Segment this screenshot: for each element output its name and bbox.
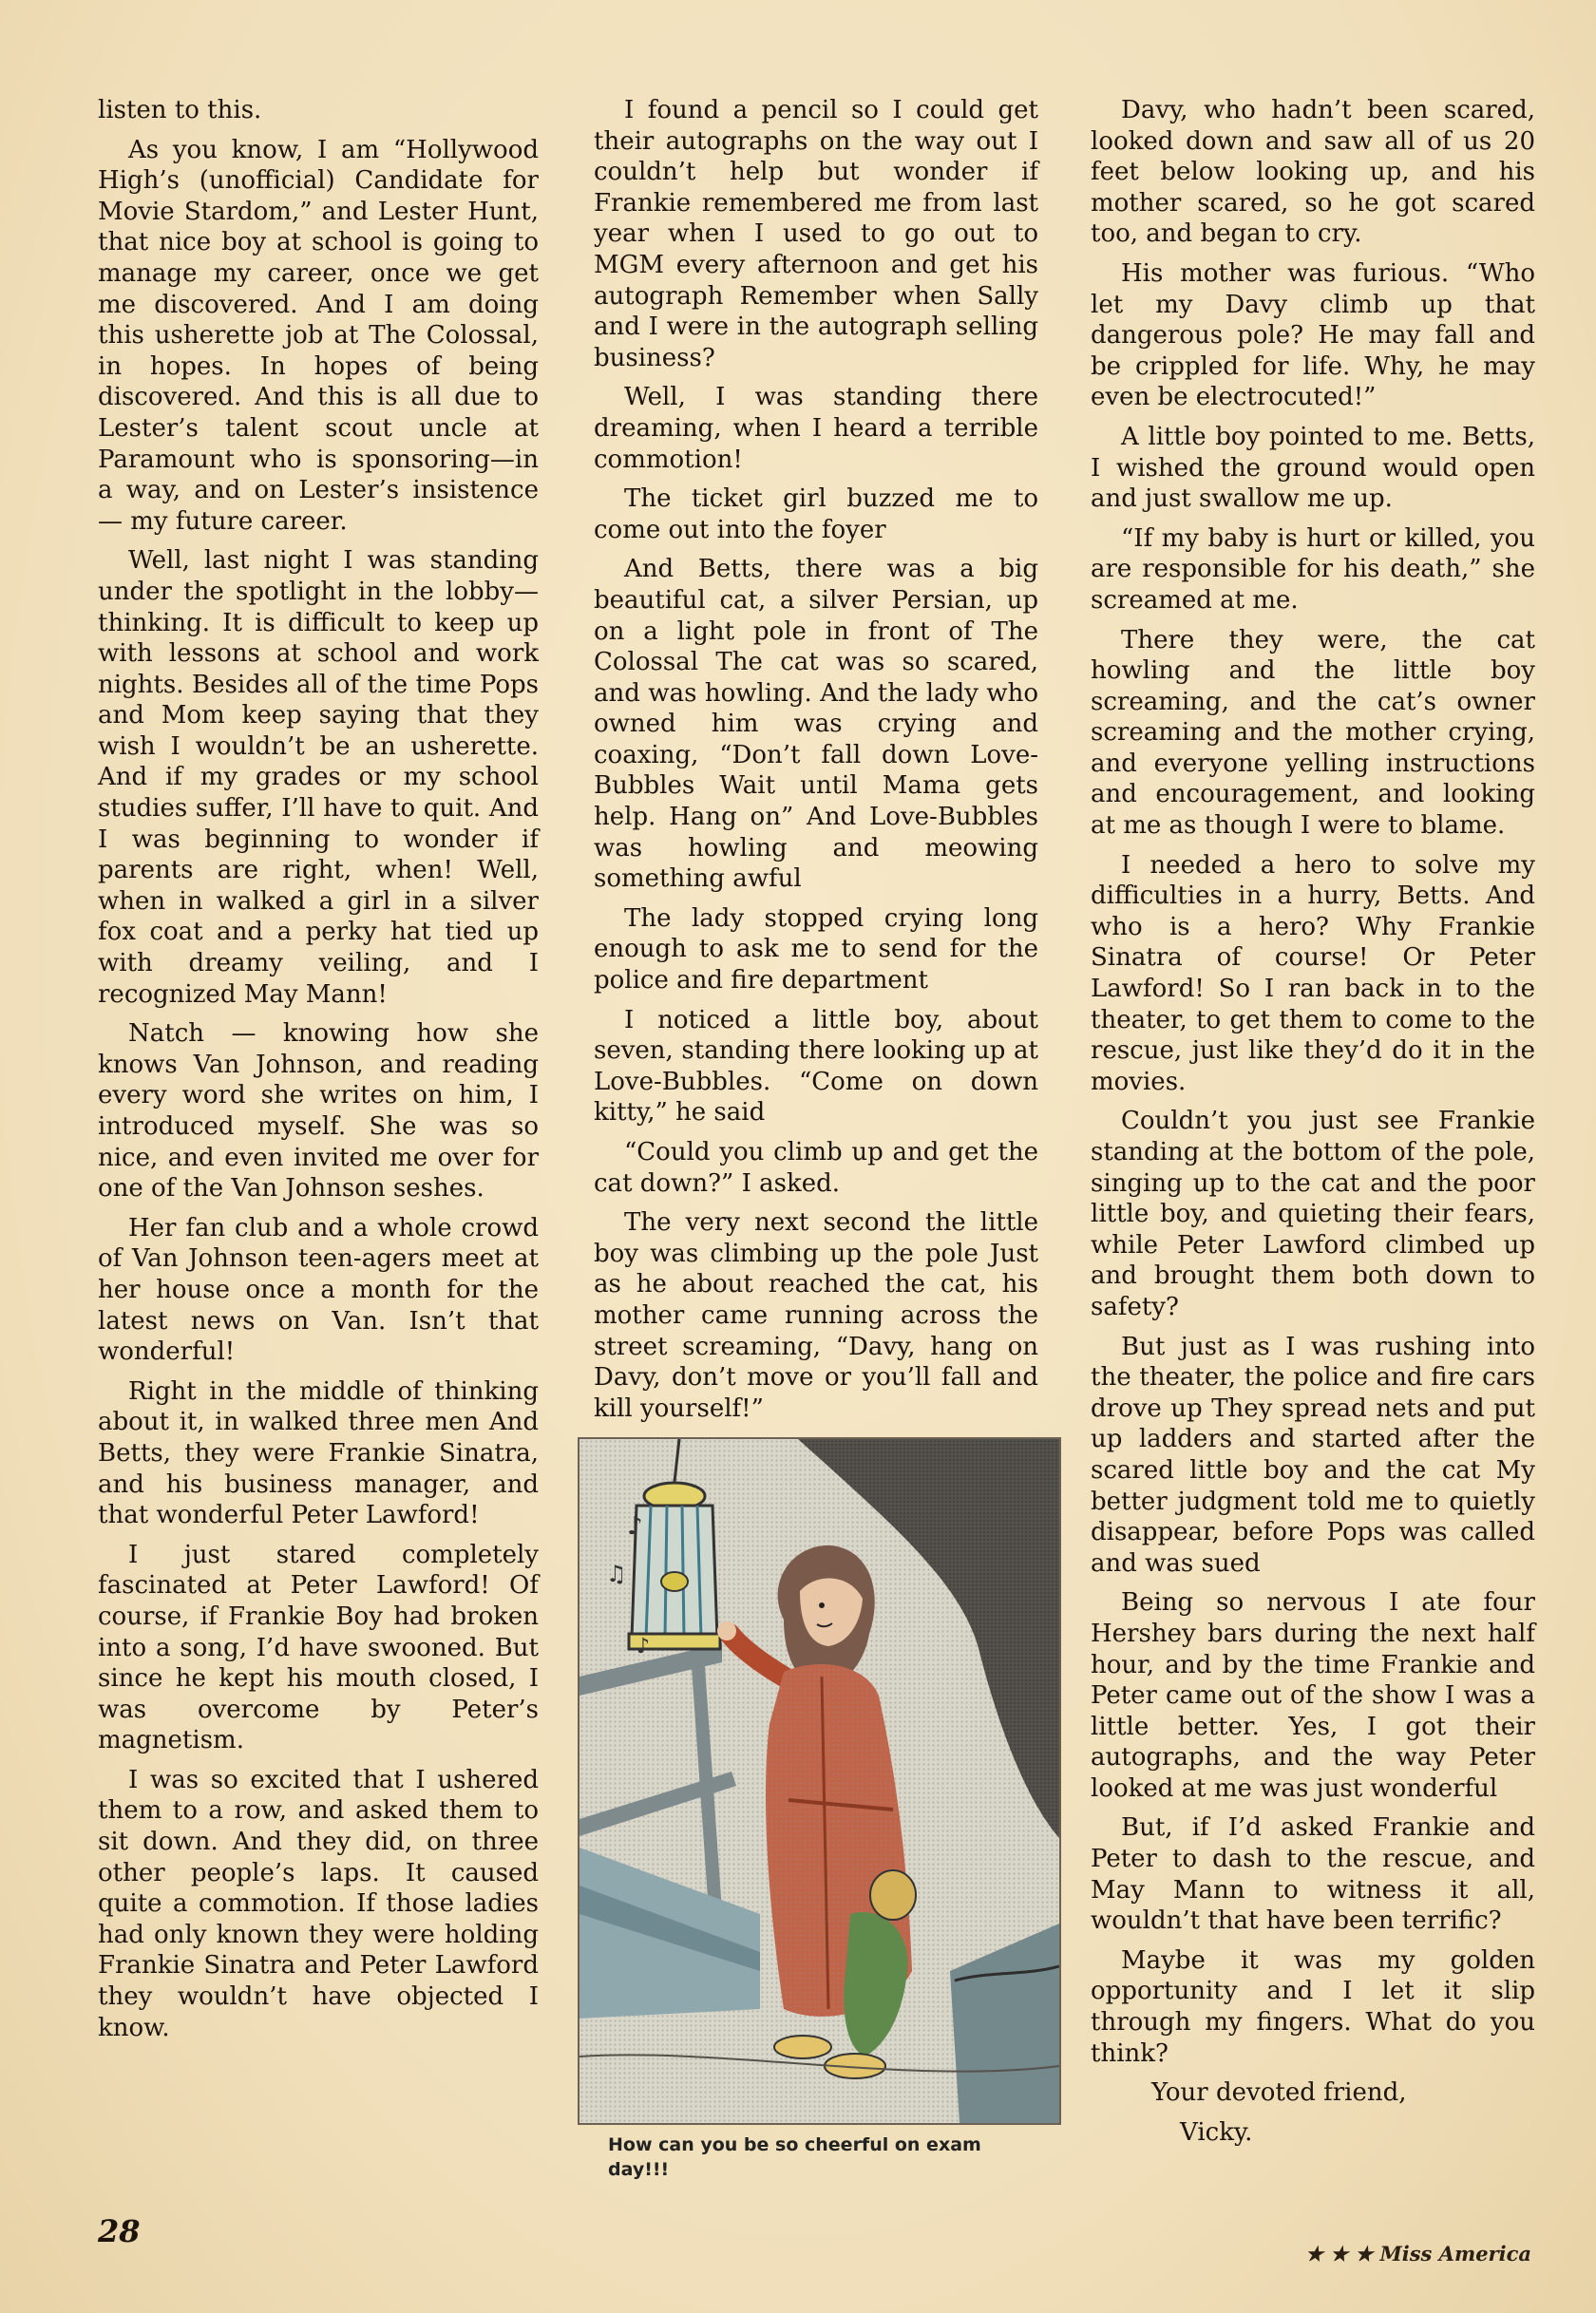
paragraph: A little boy pointed to me. Betts, I wished the ground would open and just swallow me up. [1091,422,1535,514]
paragraph: listen to this. [98,96,262,124]
text-column-3 [1091,95,1535,2156]
paragraph: The ticket girl buzzed me to come out into the foyer [594,484,1038,544]
letter-signature: Vicky. [1180,2117,1253,2147]
paragraph: Couldn’t you just see Frankie standing at the bottom of the pole, singing up to the cat and the poor little boy, and quieting their fears, while Peter Lawford climbed up and brought them both down to safety? [1091,1107,1535,1321]
paragraph: As you know, I am “Hollywood High’s (unofficial) Candidate for Movie Stardom,” and Lester Hunt, that nice boy at school is going to manage my career, once we get me discovered. And I am doing this usherette job at The Colossal, in hopes. In hopes of being discovered. And this is all due to Lester’s talent scout uncle at Paramount who is sponsoring—in a way, and on Lester’s insistence — my future career. [98,135,539,536]
page-number: 28 [98,2213,141,2249]
paragraph: His mother was furious. “Who let my Davy climb up that dangerous pole? He may fall and be crippled for life. Why, he may even be electrocuted!” [1091,258,1535,412]
paragraph: I just stared completely fascinated at Peter Lawford! Of course, if Frankie Boy had broken into a song, I’d have swooned. But since he kept his mouth closed, I was overcome by Peter’s magnetism. [98,1540,539,1755]
paragraph: There they were, the cat howling and the little boy screaming, and the cat’s owner screaming and the mother crying, and everyone yelling instructions and encouragement, and looking at me as though I were to blame. [1091,625,1535,841]
girl-with-birdcage-drawing [580,1439,1059,2123]
paragraph: And Betts, there was a big beautiful cat, a silver Persian, up on a light pole in front of The Colossal The cat was so scared, and was howling. And the lady who owned him was crying and coaxing, “Don’t fall down Love-Bubbles Wait until Mama gets help. Hang on” And Love-Bubbles was howling and meowing something awful [594,555,1038,894]
paragraph: Her fan club and a whole crowd of Van Johnson teen-agers meet at her house once a month for the latest news on Van. Isn’t that wonderful! [98,1213,539,1367]
paragraph: Well, I was standing there dreaming, when I heard a terrible commotion! [594,383,1038,474]
letter-closing: Your devoted friend, [1151,2078,1407,2108]
paragraph: Right in the middle of thinking about it, in walked three men And Betts, they were Frankie Sinatra, and his business manager, and that wonderful Peter Lawford! [98,1376,539,1530]
paragraph: I noticed a little boy, about seven, standing there looking up at Love-Bubbles. “Come on down kitty,” he said [594,1005,1038,1128]
paragraph: I found a pencil so I could get their autographs on the way out I couldn’t help but wonder if Frankie remembered me from last year when I used to go out to MGM every afternoon and get his autograph Remember when Sally and I were in the autograph selling business? [594,96,1038,372]
text-column-2 [594,95,1038,1432]
svg-text:♫: ♫ [606,1561,627,1587]
paragraph: “If my baby is hurt or killed, you are responsible for his death,” she screamed at me. [1091,523,1535,615]
text-column-1 [98,95,539,2052]
paragraph: Maybe it was my golden opportunity and I let it slip through my fingers. What do you think? [1091,1945,1535,2068]
paragraph: I needed a hero to solve my difficulties in a hurry, Betts. And who is a hero? Why Frankie Sinatra of course! Or Peter Lawford! So I ran back in to the theater, to get them to come to the rescue, just like they’d do it in the movies. [1091,850,1535,1096]
paragraph: Well, last night I was standing under the spotlight in the lobby—thinking. It is difficult to keep up with lessons at school and work nights. Besides all of the time Pops and Mom keep saying that they wish I wouldn’t be an usherette. And if my grades or my school studies suffer, I’ll have to quit. And I was beginning to wonder if parents are right, when! Well, when in walked a girl in a silver fox coat and a perky hat tied up with dreamy veiling, and I recognized May Mann! [98,546,539,1009]
svg-text:♪: ♪ [627,1512,643,1541]
paragraph: Davy, who hadn’t been scared, looked down and saw all of us 20 feet below looking up, and his mother scared, so he got scared too, and began to cry. [1091,96,1535,249]
paragraph: The lady stopped crying long enough to ask me to send for the police and fire department [594,903,1038,995]
paragraph: “Could you climb up and get the cat down?” I asked. [594,1138,1038,1198]
cartoon-illustration [578,1437,1061,2125]
paragraph: Natch — knowing how she knows Van Johnson, and reading every word she writes on him, I introduced myself. She was so nice, and even invited me over for one of the Van Johnson seshes. [98,1019,539,1204]
magazine-footer: ★ ★ ★ Miss America [1305,2242,1531,2266]
paragraph: But just as I was rushing into the theater, the police and fire cars drove up They spread nets and put up ladders and started after the scared little boy and the cat My better judgment told me to quietly disappear, before Pops was called and was sued [1091,1332,1535,1578]
paragraph: Being so nervous I ate four Hershey bars during the next half hour, and by the time Frankie and Peter came out of the show I was a little better. Yes, I got their autographs, and the way Peter looked at me was just wonderful [1091,1588,1535,1803]
svg-text:♪: ♪ [636,1635,651,1659]
paragraph: I was so excited that I ushered them to a row, and asked them to sit down. And they did, on three other people’s laps. It caused quite a commotion. If those ladies had only known they were holding Frankie Sinatra and Peter Lawford they wouldn’t have objected I know. [98,1765,539,2042]
paragraph: But, if I’d asked Frankie and Peter to dash to the rescue, and May Mann to witness it all, wouldn’t that have been terrific? [1091,1813,1535,1936]
paragraph: The very next second the little boy was climbing up the pole Just as he about reached the cat, his mother came running across the street screaming, “Davy, hang on Davy, don’t move or you’ll fall and kill yourself!” [594,1208,1038,1423]
illustration-caption: How can you be so cheerful on exam day!!! [608,2134,981,2180]
